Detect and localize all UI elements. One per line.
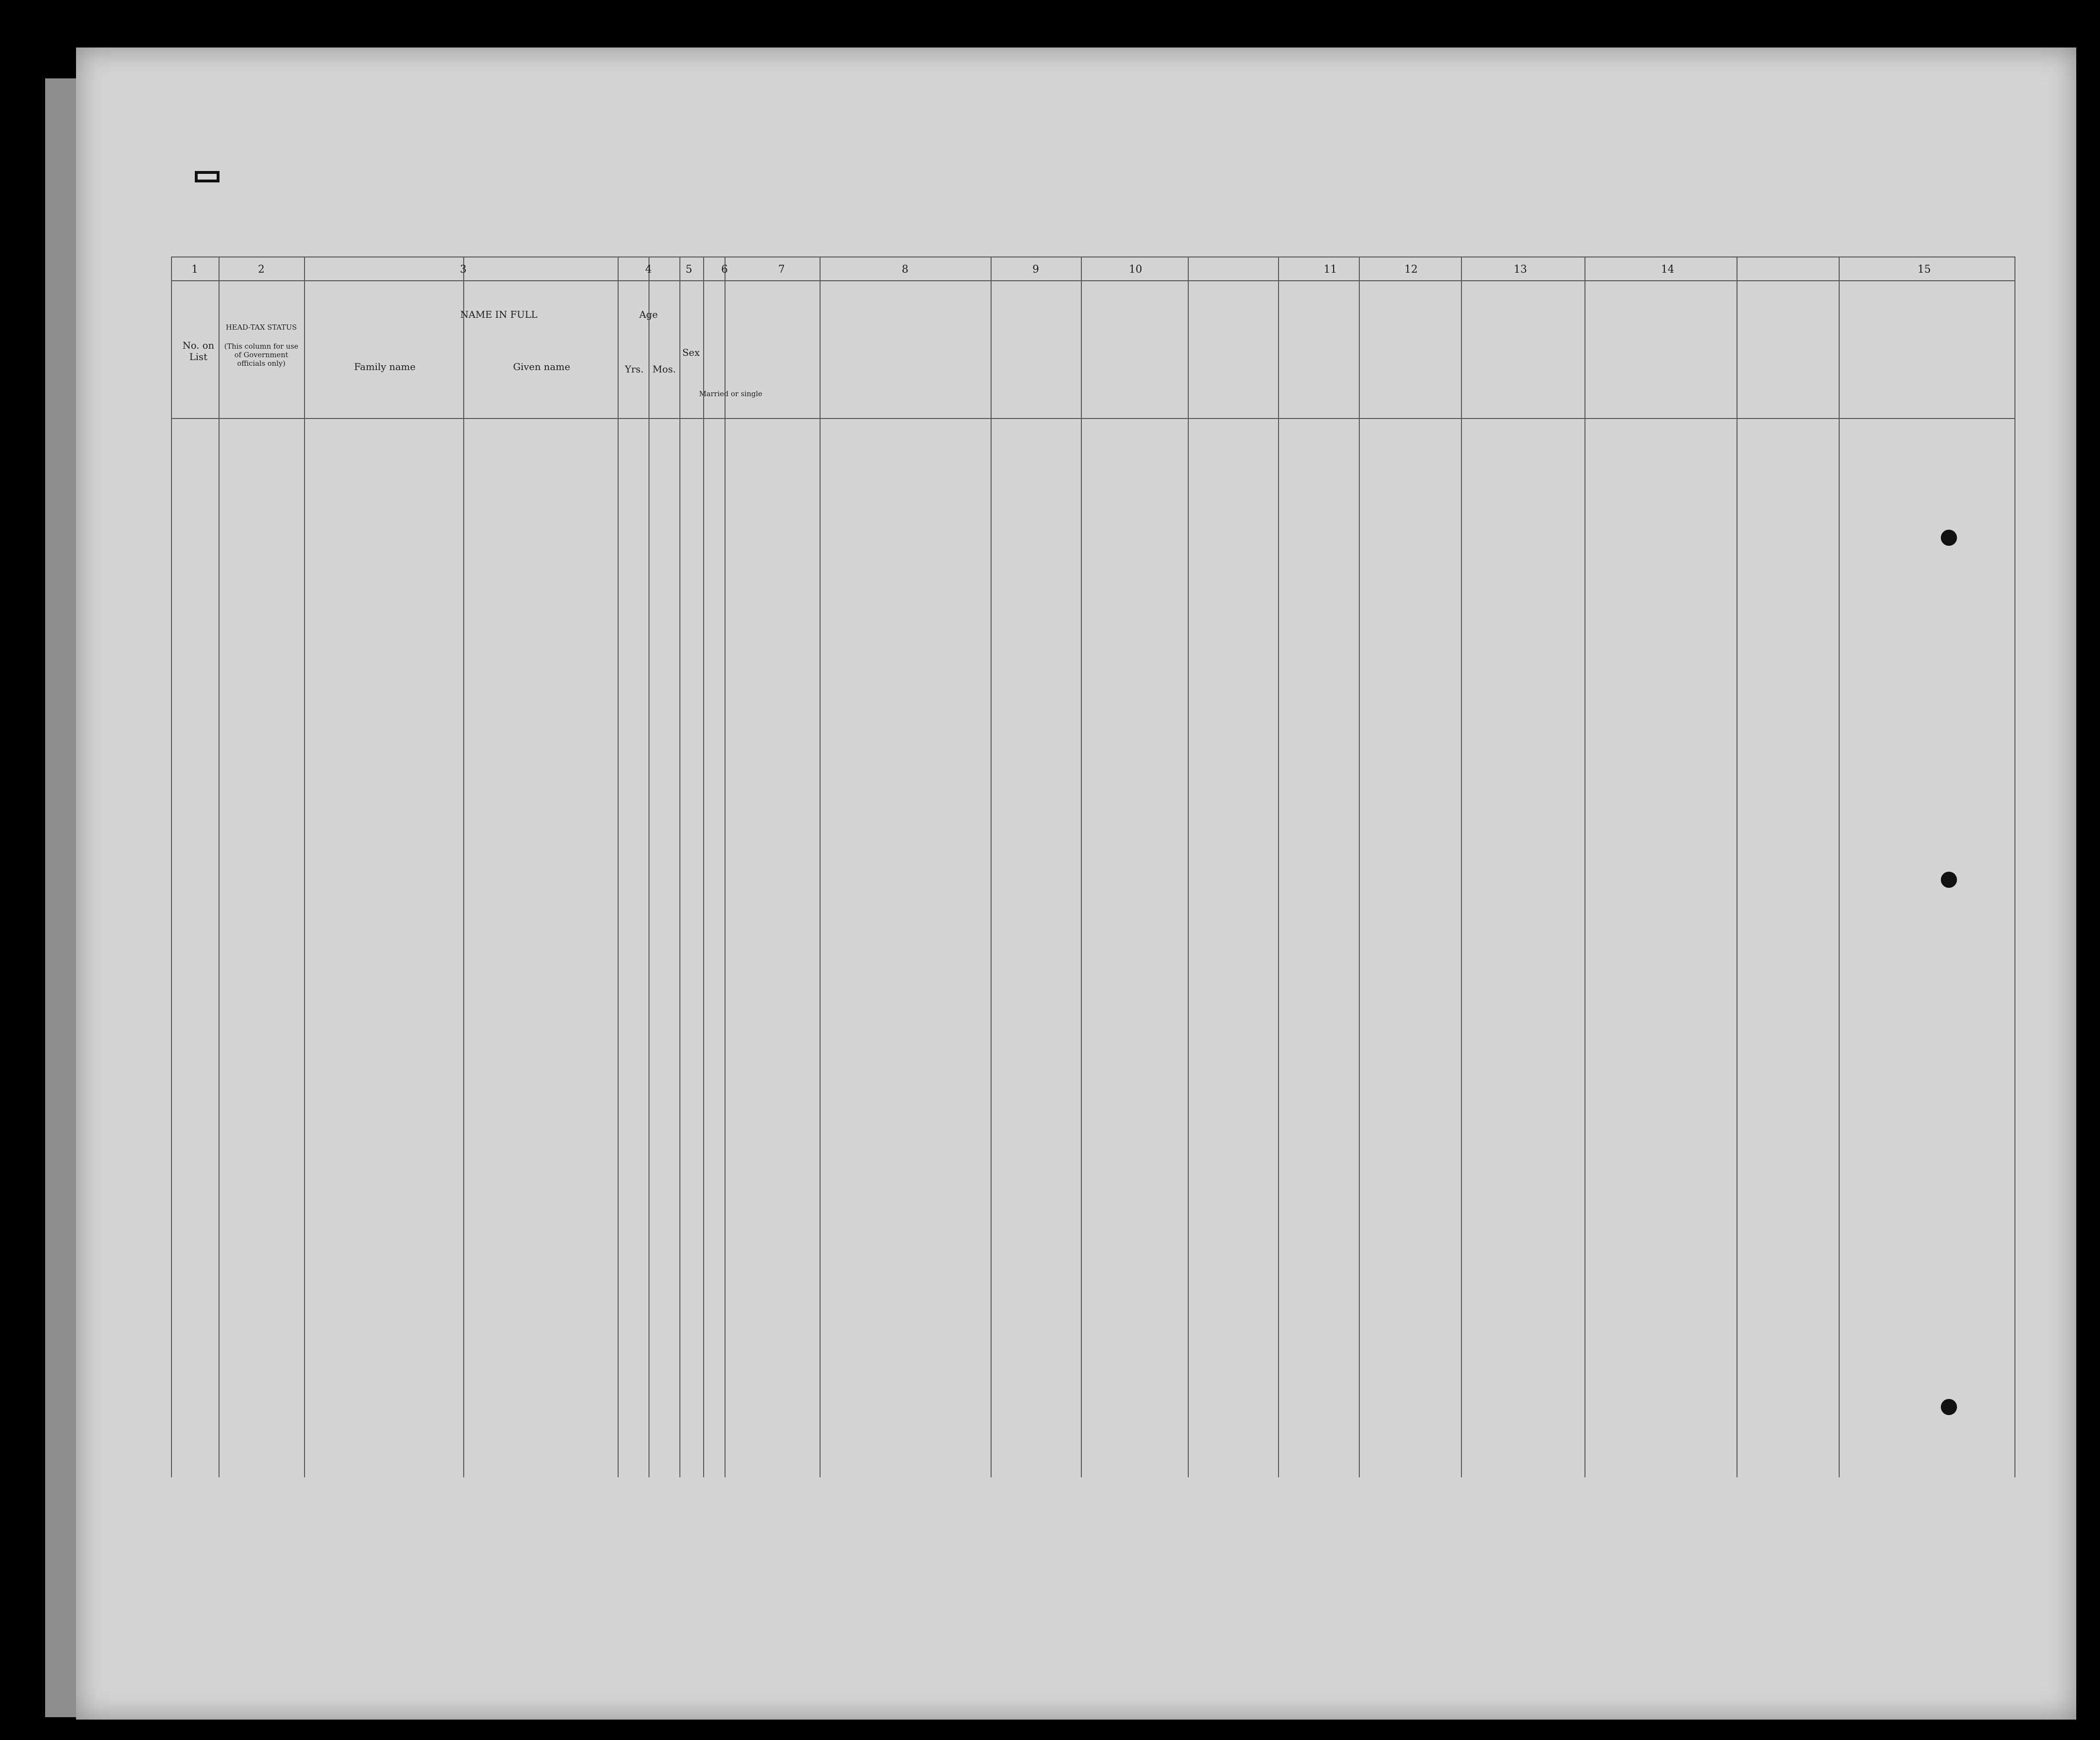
grid-vline (1461, 257, 1462, 1477)
column-number: 9 (1032, 264, 1039, 276)
grid-vline (1839, 257, 1840, 1477)
grid-vline (991, 257, 992, 1477)
grid-vline (1188, 257, 1189, 1477)
grid-vline (1278, 257, 1279, 1477)
grid-vline (1081, 257, 1082, 1477)
grid-vline (2014, 257, 2015, 1477)
header-head-tax-note: (This column for use of Government officials only) (224, 342, 299, 368)
grid-hline (171, 418, 2014, 419)
column-number: 6 (721, 264, 728, 276)
column-number: 7 (778, 264, 785, 276)
column-number: 11 (1324, 264, 1337, 276)
header-age-mos: Mos. (652, 363, 676, 375)
grid-vline (703, 257, 704, 1477)
column-number: 4 (645, 264, 652, 276)
header-age: Age (639, 309, 658, 320)
header-given-name: Given name (513, 361, 571, 372)
header-age-yrs: Yrs. (625, 363, 644, 375)
column-number: 12 (1404, 264, 1418, 276)
column-number: 2 (258, 264, 265, 276)
header-sex: Sex (682, 347, 700, 358)
column-number: 13 (1514, 264, 1527, 276)
grid-vline (463, 257, 464, 1477)
header-no-on-list: No. on List (182, 340, 214, 362)
column-number: 1 (191, 264, 198, 276)
column-number: 15 (1918, 264, 1931, 276)
column-number: 10 (1129, 264, 1142, 276)
grid-vline (304, 257, 305, 1477)
header-family-name: Family name (354, 361, 416, 372)
header-name-in-full: NAME IN FULL (460, 309, 538, 320)
header-head-tax: HEAD-TAX STATUS (226, 323, 297, 332)
grid-vline (171, 257, 172, 1477)
column-number: 5 (686, 264, 692, 276)
examined-stamp (195, 171, 220, 182)
grid-vline (219, 257, 220, 1477)
grid-vline (1359, 257, 1360, 1477)
column-number: 8 (902, 264, 908, 276)
column-number: 3 (460, 264, 467, 276)
manifest-table (171, 257, 2014, 1477)
grid-vline (618, 257, 619, 1477)
grid-vline (820, 257, 821, 1477)
grid-hline (171, 280, 2014, 281)
grid-vline (679, 257, 680, 1477)
column-number: 14 (1661, 264, 1674, 276)
header-married-single: Married or single (699, 390, 763, 398)
